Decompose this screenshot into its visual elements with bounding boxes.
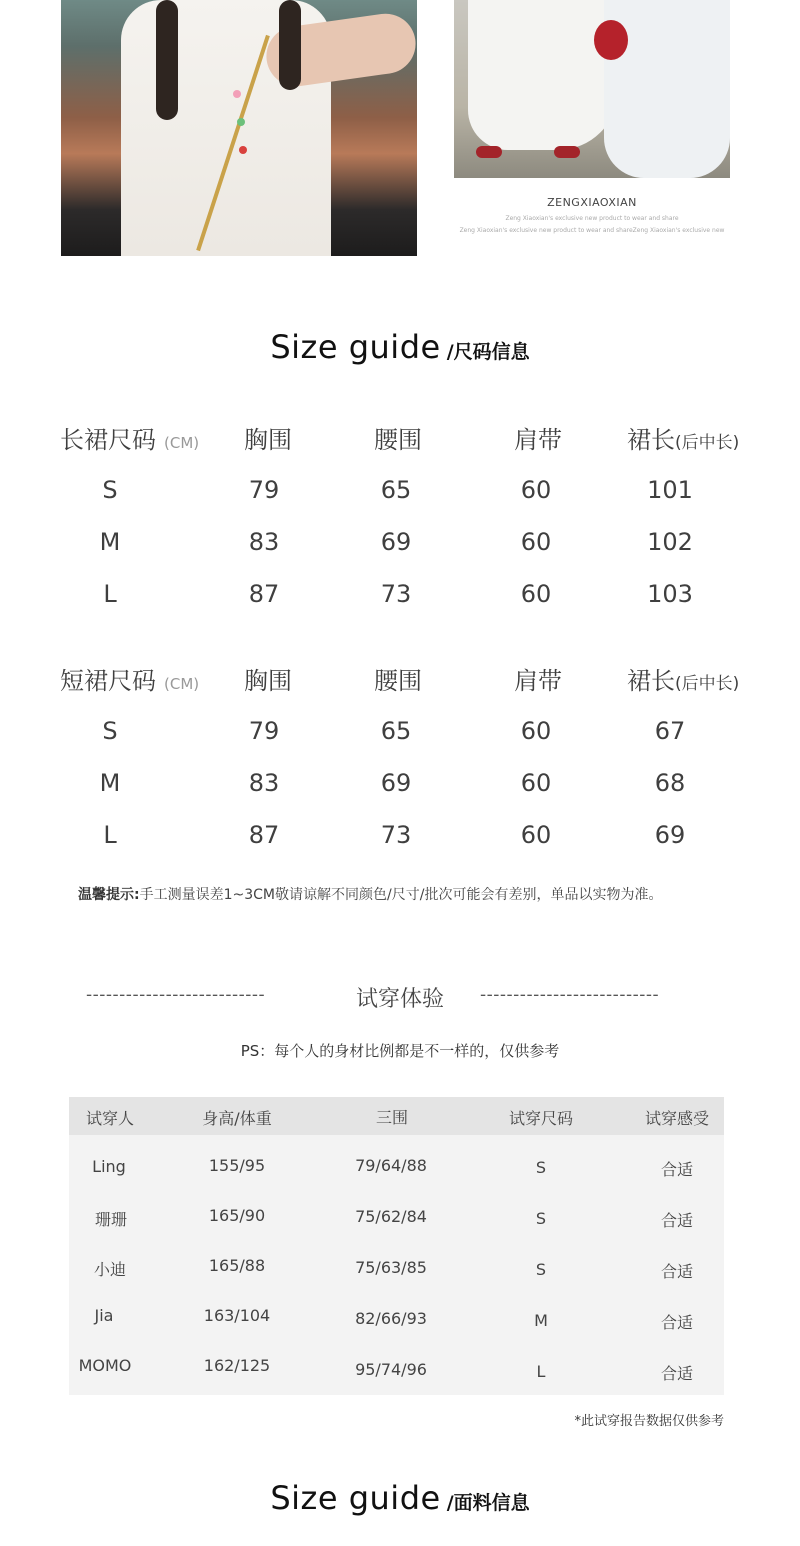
value-strap: 60 (520, 769, 552, 797)
size-label: S (102, 717, 118, 745)
product-photo-right (454, 0, 730, 178)
trial-header-feeling: 试穿感受 (644, 1109, 709, 1128)
value-waist: 73 (380, 580, 412, 608)
header-waist: 腰围 (374, 667, 422, 695)
trial-header-height-weight: 身高/体重 (202, 1109, 272, 1128)
trial-header-measurements: 三围 (375, 1108, 408, 1127)
fabric-guide-heading (0, 1479, 800, 1517)
trial-measurements: 75/63/85 (355, 1258, 427, 1277)
value-bust: 87 (248, 580, 280, 608)
value-waist: 73 (380, 821, 412, 849)
trial-person: 小迪 (93, 1260, 126, 1279)
value-waist: 65 (380, 717, 412, 745)
trial-height-weight: 162/125 (203, 1356, 271, 1375)
trial-height-weight: 155/95 (208, 1156, 266, 1175)
trial-feeling: 合适 (660, 1313, 693, 1332)
product-photo-left (61, 0, 417, 256)
trial-header-person: 试穿人 (85, 1109, 134, 1128)
header-bust: 胸围 (244, 667, 292, 695)
size-label: M (99, 528, 121, 556)
trial-size: L (536, 1362, 546, 1381)
trial-table (69, 1097, 724, 1395)
value-length: 69 (654, 821, 686, 849)
size-label: M (99, 769, 121, 797)
value-strap: 60 (520, 821, 552, 849)
divider-right: --------------------------- (480, 985, 660, 1005)
trial-measurements: 82/66/93 (355, 1309, 427, 1328)
header-bust: 胸围 (244, 426, 292, 454)
trial-measurements: 75/62/84 (355, 1207, 427, 1226)
trial-height-weight: 165/90 (208, 1206, 266, 1225)
long-skirt-title: 长裙尺码 (CM) (60, 426, 200, 454)
value-strap: 60 (520, 476, 552, 504)
size-guide-heading (0, 328, 800, 366)
value-strap: 60 (520, 717, 552, 745)
header-waist: 腰围 (374, 426, 422, 454)
value-bust: 87 (248, 821, 280, 849)
fabric-guide-title: Size guide (270, 1479, 441, 1517)
size-guide-title: Size guide (270, 328, 441, 366)
value-bust: 79 (248, 476, 280, 504)
trial-size: S (535, 1209, 547, 1228)
size-label: L (103, 821, 117, 849)
value-strap: 60 (520, 528, 552, 556)
value-bust: 83 (248, 769, 280, 797)
size-label: L (103, 580, 117, 608)
trial-header-size: 试穿尺码 (508, 1109, 573, 1128)
header-strap: 肩带 (514, 667, 562, 695)
trial-feeling: 合适 (660, 1211, 693, 1230)
trial-size: S (535, 1158, 547, 1177)
tip-text: 手工测量误差1~3CM敬请谅解不同颜色/尺寸/批次可能会有差别，单品以实物为准。 (139, 887, 663, 903)
trial-size: M (534, 1311, 548, 1330)
value-waist: 69 (380, 769, 412, 797)
trial-feeling: 合适 (660, 1364, 693, 1383)
fabric-guide-subtitle: /面料信息 (446, 1492, 530, 1514)
value-waist: 65 (380, 476, 412, 504)
trial-size: S (535, 1260, 547, 1279)
trial-height-weight: 163/104 (203, 1306, 271, 1325)
size-label: S (102, 476, 118, 504)
trial-person: MOMO (78, 1356, 132, 1375)
short-skirt-title: 短裙尺码 (CM) (60, 667, 200, 695)
trial-person: Ling (92, 1157, 126, 1176)
trial-height-weight: 165/88 (208, 1256, 266, 1275)
trial-person: Jia (94, 1306, 114, 1325)
trial-person: 珊珊 (94, 1210, 127, 1229)
value-length: 103 (647, 580, 693, 608)
trial-disclaimer: *此试穿报告数据仅供参考 (574, 1414, 724, 1429)
trial-measurements: 95/74/96 (355, 1360, 427, 1379)
trial-ps-note: PS：每个人的身材比例都是不一样的，仅供参考 (240, 1042, 560, 1060)
size-guide-subtitle: /尺码信息 (446, 341, 530, 363)
value-bust: 83 (248, 528, 280, 556)
brand-subtitle-2: Zeng Xiaoxian's exclusive new product to wear and shareZeng Xiaoxian's exclusive new (459, 227, 725, 234)
trial-title: 试穿体验 (355, 987, 444, 1012)
value-length: 68 (654, 769, 686, 797)
trial-measurements: 79/64/88 (355, 1156, 427, 1175)
trial-feeling: 合适 (660, 1160, 693, 1179)
value-length: 67 (654, 717, 686, 745)
brand-subtitle: Zeng Xiaoxian's exclusive new product to wear and share (505, 215, 679, 222)
tip-label: 温馨提示: (78, 887, 140, 903)
value-length: 101 (647, 476, 693, 504)
value-strap: 60 (520, 580, 552, 608)
value-length: 102 (647, 528, 693, 556)
value-bust: 79 (248, 717, 280, 745)
measurement-tip (78, 884, 662, 904)
trial-feeling: 合适 (660, 1262, 693, 1281)
header-length: 裙长(后中长) (627, 667, 740, 695)
header-length: 裙长(后中长) (627, 426, 740, 454)
brand-name: ZENGXIAOXIAN (547, 196, 637, 209)
value-waist: 69 (380, 528, 412, 556)
header-strap: 肩带 (514, 426, 562, 454)
divider-left: --------------------------- (86, 985, 266, 1005)
